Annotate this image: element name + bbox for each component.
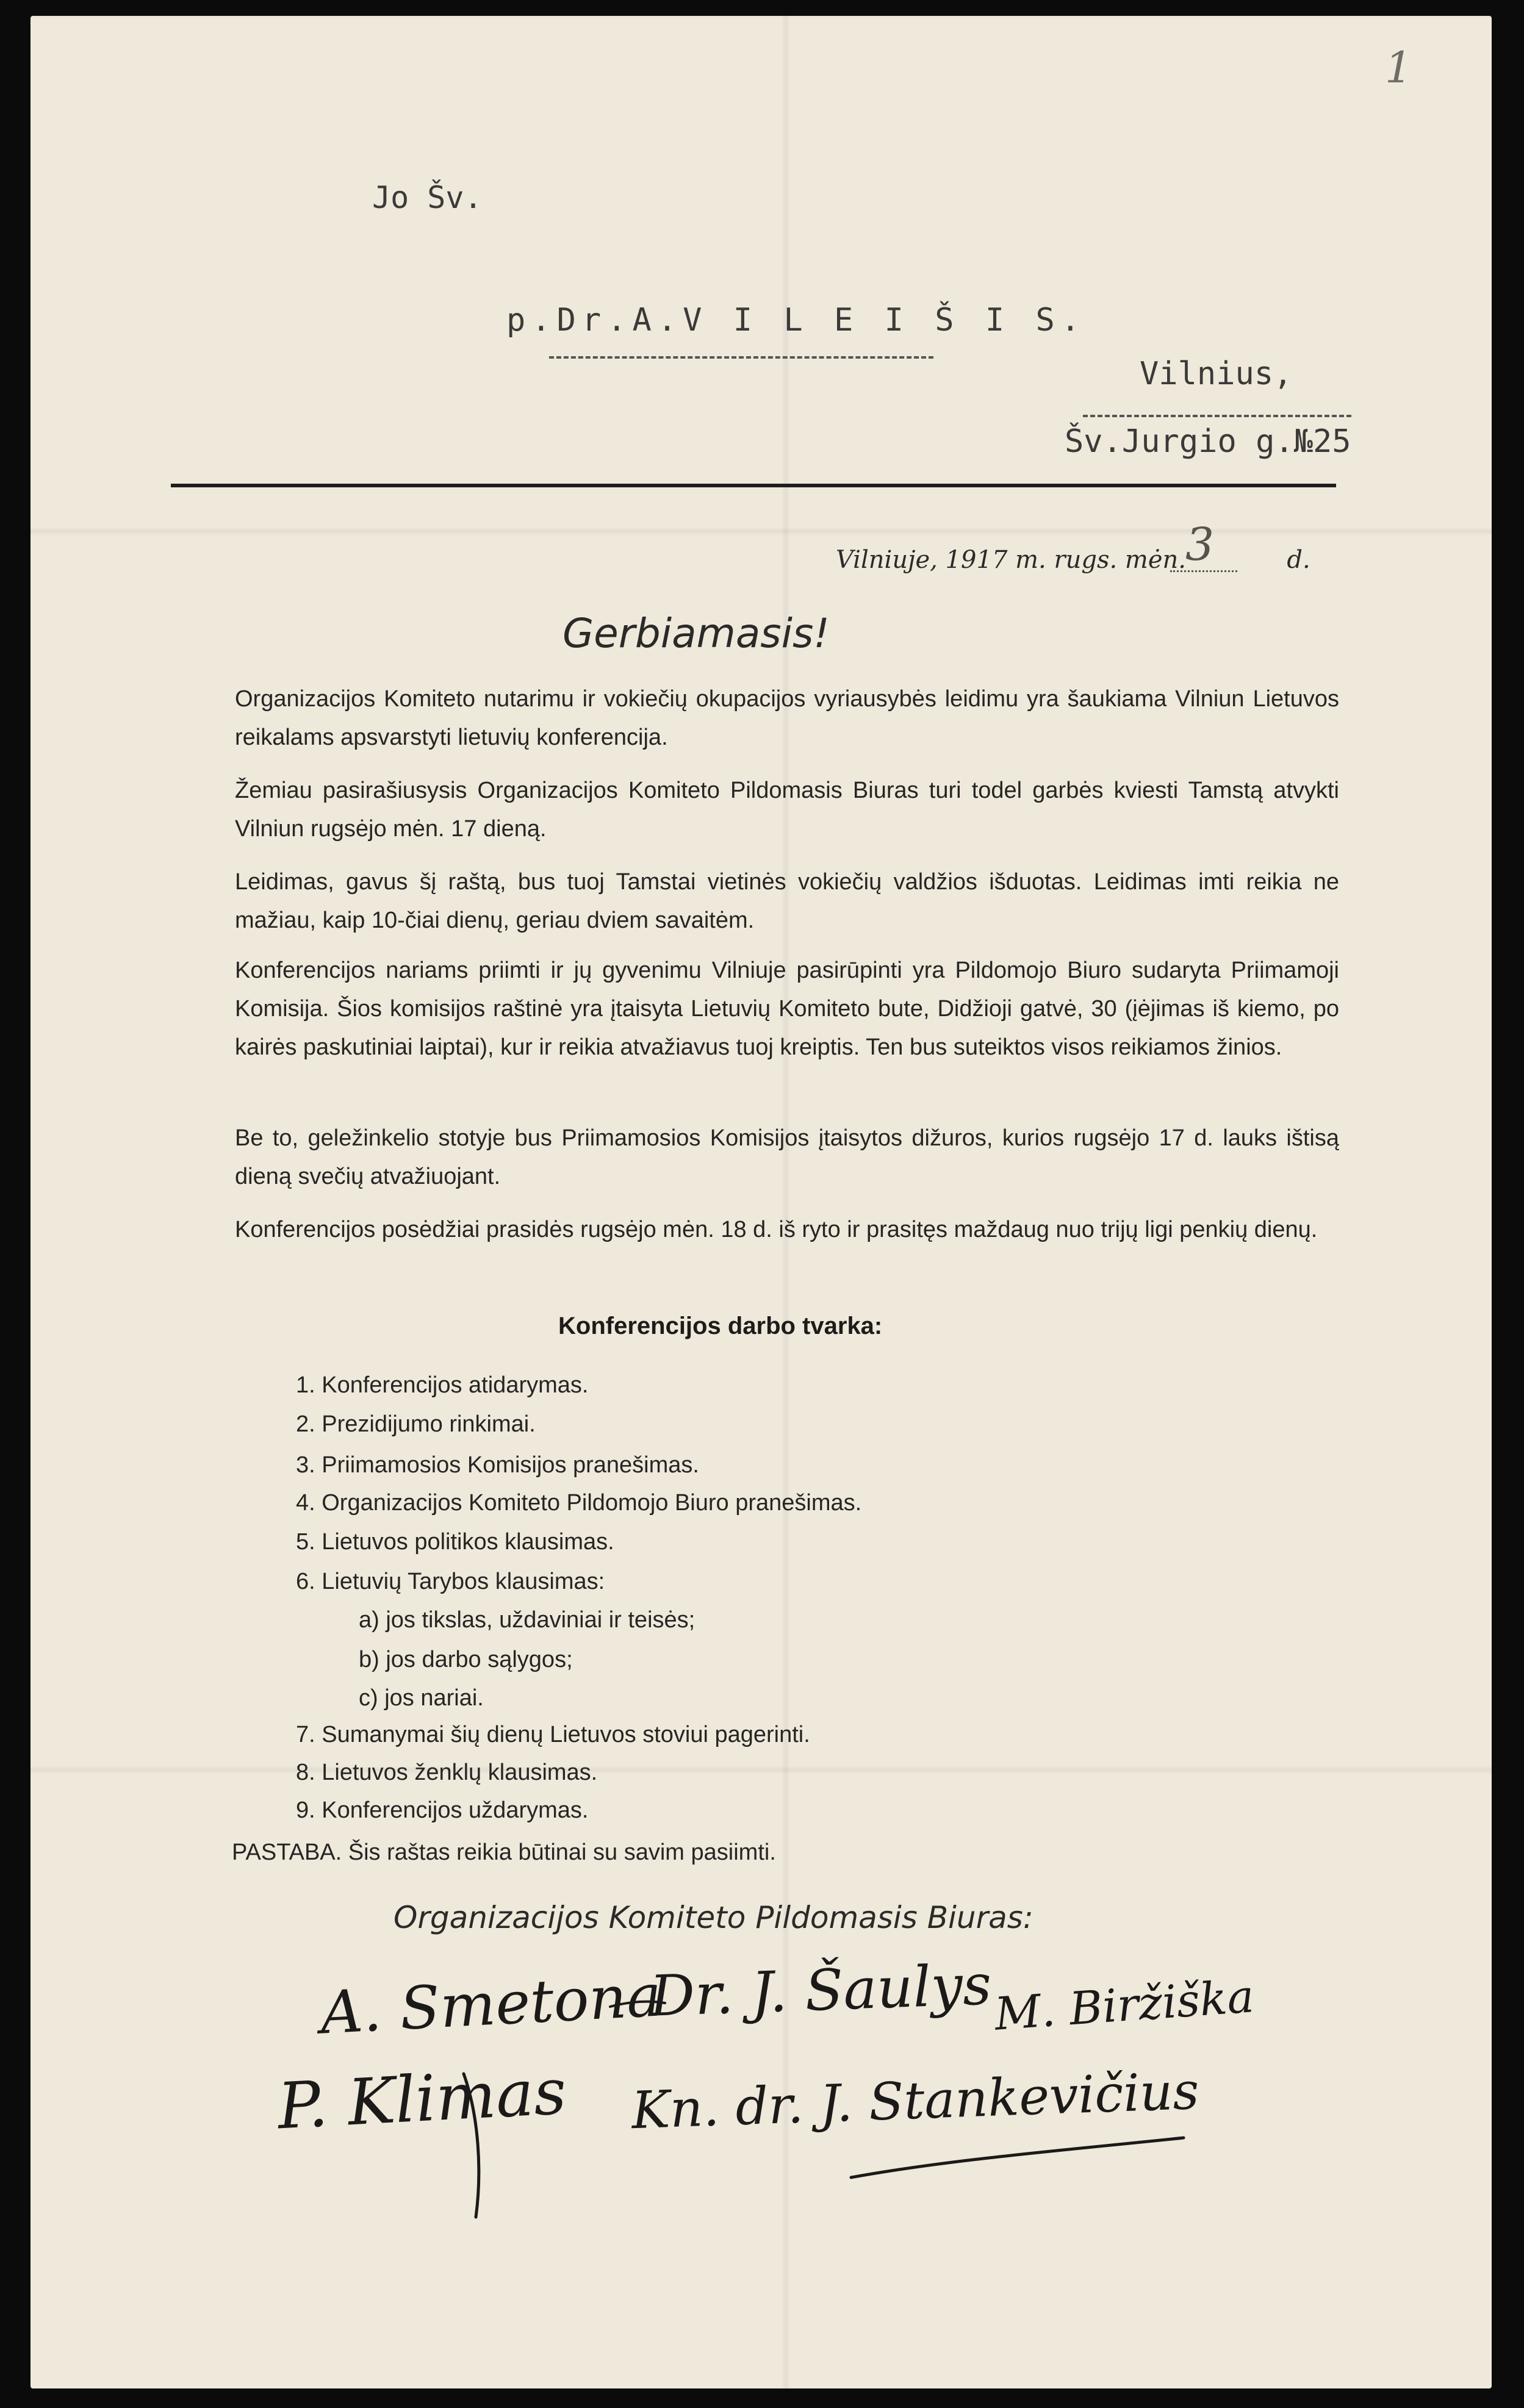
agenda-item-2: 2. Prezidijumo rinkimai. (296, 1411, 536, 1437)
agenda-subitem-c: c) jos nariai. (359, 1685, 484, 1711)
agenda-item-4: 4. Organizacijos Komiteto Pildomojo Biuro pranešimas. (296, 1490, 862, 1516)
recipient-prefix: Jo Šv. (372, 180, 483, 215)
paragraph-1: Organizacijos Komiteto nutarimu ir vokiečių okupacijos vyriausybės leidimu yra šaukiama Vilniun Lietuvos reikalams apsvarstyti lietuvių konferencija. (235, 686, 1339, 750)
agenda-item-9: 9. Konferencijos uždarymas. (296, 1797, 589, 1823)
note: PASTABA. Šis raštas reikia būtinai su savim pasiimti. (232, 1840, 776, 1865)
signature-smetona: A. Smetona (318, 1961, 663, 2048)
date-prefix: Vilniuje, 1917 m. rugs. mėn. (836, 546, 1186, 574)
recipient-city: Vilnius, (1140, 356, 1293, 392)
agenda-item-8: 8. Lietuvos ženklų klausimas. (296, 1760, 598, 1785)
recipient-name: p.Dr.A.V I L E I Š I S. (506, 302, 1087, 339)
signature-saulys: Dr. J. Šaulys (649, 1952, 993, 2029)
paragraph-2: Žemiau pasirašiusysis Organizacijos Komiteto Pildomasis Biuras turi todel garbės kviesti Tamstą atvykti Vilniun rugsėjo mėn. 17 dieną. (235, 778, 1339, 842)
agenda-item-7: 7. Sumanymai šių dienų Lietuvos stoviui pagerinti. (296, 1722, 810, 1747)
agenda-item-1: 1. Konferencijos atidarymas. (296, 1372, 589, 1398)
agenda-item-6: 6. Lietuvių Tarybos klausimas: (296, 1569, 605, 1594)
paragraph-3: Leidimas, gavus šį raštą, bus tuoj Tamstai vietinės vokiečių valdžios išduotas. Leidimas imti reikia ne mažiau, kaip 10-čiai dienų, geriau dviem savaitėm. (235, 869, 1339, 933)
signature-birziska: M. Biržiška (993, 1970, 1256, 2041)
paragraph-6: Konferencijos posėdžiai prasidės rugsėjo mėn. 18 d. iš ryto ir prasitęs maždaug nuo trijų ligi penkių dienų. (235, 1217, 1318, 1242)
signature-block-title: Organizacijos Komiteto Pildomasis Biuras: (394, 1900, 1033, 1935)
signature-klimas: P. Klimas (276, 2054, 569, 2144)
signature-stankevicius: Kn. dr. J. Stankevičius (630, 2060, 1200, 2141)
agenda-item-5: 5. Lietuvos politikos klausimas. (296, 1529, 614, 1555)
recipient-street: Šv.Jurgio g.№25 (1065, 423, 1351, 460)
agenda-subitem-b: b) jos darbo sąlygos; (359, 1647, 573, 1672)
greeting: Gerbiamasis! (563, 610, 830, 657)
date-suffix: d. (1287, 546, 1310, 574)
page-number: 1 (1385, 43, 1412, 93)
agenda-item-3: 3. Priimamosios Komisijos pranešimas. (296, 1452, 699, 1478)
date-day-handwritten: 3 (1185, 518, 1215, 571)
paragraph-4: Konferencijos nariams priimti ir jų gyvenimu Vilniuje pasirūpinti yra Pildomojo Biuro sudaryta Priimamoji Komisija. Šios komisijos raštinė yra įtaisyta Lietuvių Komiteto bute, Didžioji gatvė, 30 (įėjimas iš kiemo, po kairės paskutiniai laiptai), kur ir reikia atvažiavus tuoj kreiptis. Ten bus suteiktos visos reikiamos žinios. (235, 958, 1339, 1060)
agenda-heading: Konferencijos darbo tvarka: (558, 1313, 883, 1339)
paragraph-5: Be to, geležinkelio stotyje bus Priimamosios Komisijos įtaisytos dižuros, kurios rugsėjo 17 d. lauks ištisą dieną svečių atvažiuojant. (235, 1125, 1339, 1189)
agenda-subitem-a: a) jos tikslas, uždaviniai ir teisės; (359, 1607, 696, 1633)
